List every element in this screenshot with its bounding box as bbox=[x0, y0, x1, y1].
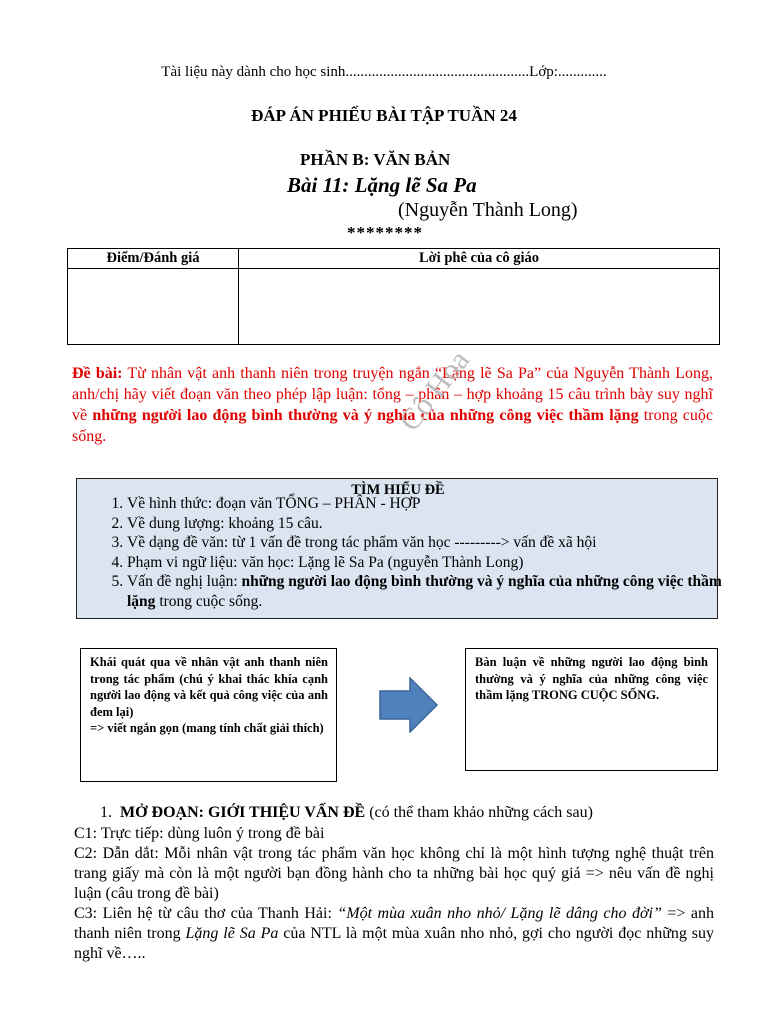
grade-cell[interactable] bbox=[68, 269, 239, 345]
grade-table bbox=[67, 248, 720, 345]
task-text: Từ nhân vật anh thanh niên trong truyện ngắn “Lặng lẽ Sa Pa” của Nguyễn Thành Long, anh/chị hãy viết đoạn văn theo phép lập luận: tổng – phân – hợp khoảng 15 câu trình bày suy nghĩ về bbox=[72, 365, 714, 424]
section-note: (có thể tham khảo những cách sau) bbox=[365, 804, 593, 821]
analysis-item-suffix: trong cuộc sống. bbox=[155, 592, 263, 610]
option-c1: C1: Trực tiếp: dùng luôn ý trong đề bài bbox=[74, 825, 325, 842]
right-arrow-icon bbox=[379, 677, 439, 738]
c3-quote: “Một mùa xuân nho nhỏ/ Lặng lẽ dâng cho đời” bbox=[337, 905, 662, 922]
section-title: MỞ ĐOẠN: GIỚI THIỆU VẤN ĐỀ bbox=[120, 804, 366, 821]
analysis-item: 2. Về dung lượng: khoảng 15 câu. bbox=[127, 514, 727, 534]
analysis-box bbox=[76, 478, 722, 619]
section-heading bbox=[100, 804, 593, 822]
analysis-item: 1. Về hình thức: đoạn văn TỔNG – PHÂN - HỢP bbox=[127, 494, 727, 514]
overview-text: Khái quát qua về nhân vật anh thanh niên trong tác phẩm (chú ý khai thác khía cạnh người lao động và kết quả công việc của anh đem lại) bbox=[90, 655, 328, 719]
c3-prefix: C3: Liên hệ từ câu thơ của Thanh Hải: bbox=[74, 905, 338, 922]
analysis-item: 3. Về dạng đề văn: từ 1 vấn đề trong tác phẩm văn học ---------> vấn đề xã hội bbox=[127, 533, 727, 553]
task-label: Đề bài: bbox=[72, 365, 123, 382]
analysis-title: TÌM HIỂU ĐỀ bbox=[351, 482, 445, 498]
watermark: Cô Hoa bbox=[393, 344, 476, 438]
discussion-box bbox=[465, 648, 718, 771]
analysis-item-focus: những người lao động bình thường và ý nghĩa của những công việc thầm lặng bbox=[127, 573, 722, 610]
comment-cell[interactable] bbox=[239, 269, 720, 345]
option-c2: C2: Dẫn dắt: Mỗi nhân vật trong tác phẩm văn học không chỉ là một hình tượng nghệ thuật trên trang giấy mà còn là một người bạn đồng hành cho ta những bài học quý giá => nêu vấn đề nghị luận (câu trong đề bài) bbox=[74, 845, 714, 902]
task-text-end: trong cuộc sống. bbox=[72, 407, 713, 445]
page-title: ĐÁP ÁN PHIẾU BÀI TẬP TUẦN 24 bbox=[251, 106, 517, 125]
part-heading: PHẦN B: VĂN BẢN bbox=[300, 150, 451, 169]
c3-work: Lặng lẽ Sa Pa bbox=[185, 925, 279, 942]
analysis-list bbox=[101, 494, 727, 611]
divider-stars: ******** bbox=[347, 223, 423, 242]
discussion-text: Bàn luận về những người lao động bình thường và ý nghĩa của những công việc thầm lặng TRONG CUỘC SỐNG. bbox=[475, 655, 708, 702]
overview-box bbox=[80, 648, 337, 782]
overview-note: => viết ngắn gọn (mang tính chất giải thích) bbox=[90, 721, 324, 735]
c3-suffix: của NTL là một mùa xuân nho nhỏ, gợi cho người đọc những suy nghĩ về….. bbox=[74, 925, 715, 962]
grade-column-header: Điểm/Đánh giá bbox=[68, 249, 239, 269]
task-focus: những người lao động bình thường và ý nghĩa của những công việc thầm lặng bbox=[92, 407, 639, 424]
lesson-title: Bài 11: Lặng lẽ Sa Pa bbox=[287, 173, 477, 197]
header-line: Tài liệu này dành cho học sinh.................................................Lớp:............. bbox=[161, 64, 607, 80]
task-prompt bbox=[72, 363, 713, 447]
analysis-item: 4. Phạm vi ngữ liệu: văn học: Lặng lẽ Sa Pa (nguyễn Thành Long) bbox=[127, 553, 727, 573]
comment-column-header: Lời phê của cô giáo bbox=[239, 249, 720, 269]
analysis-item bbox=[127, 572, 727, 611]
author: (Nguyễn Thành Long) bbox=[398, 199, 578, 221]
section-number: 1. bbox=[100, 804, 112, 821]
option-c3 bbox=[74, 904, 714, 964]
analysis-item-prefix: Vấn đề nghị luận: bbox=[127, 573, 242, 590]
c3-line2: => anh thanh niên trong bbox=[74, 905, 714, 942]
